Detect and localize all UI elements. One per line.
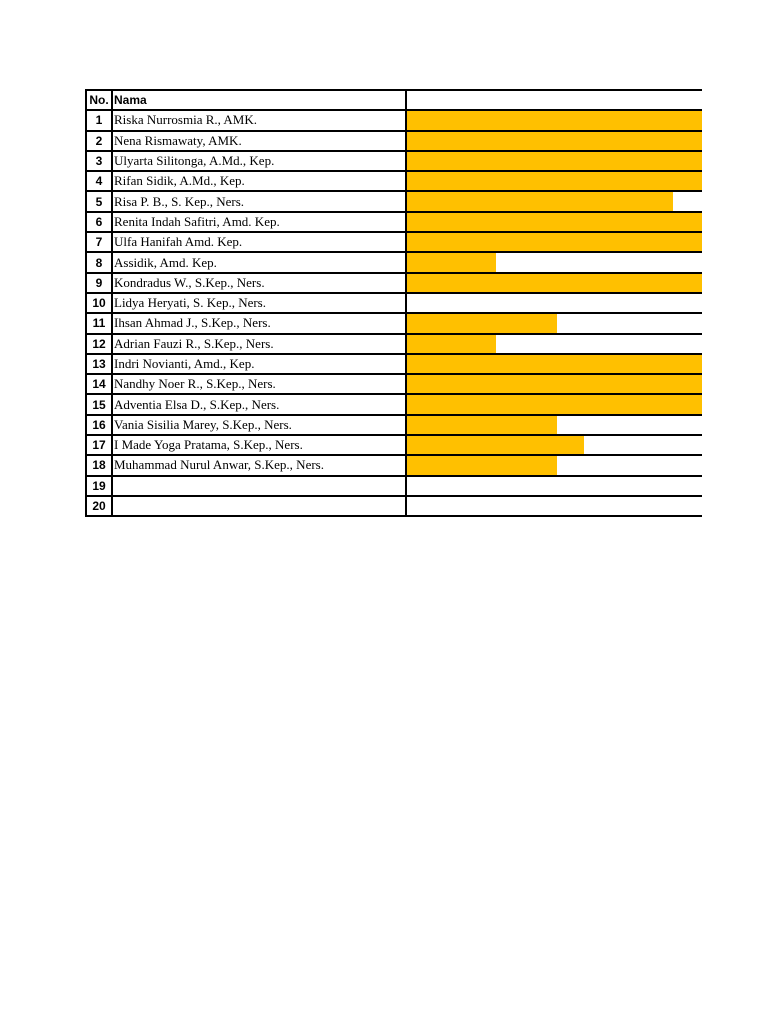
row-number-cell[interactable]: 11 bbox=[86, 313, 112, 333]
row-number-cell[interactable]: 7 bbox=[86, 232, 112, 252]
name-cell[interactable]: Nandhy Noer R., S.Kep., Ners. bbox=[112, 374, 406, 394]
name-cell[interactable]: Indri Novianti, Amd., Kep. bbox=[112, 354, 406, 374]
name-cell[interactable]: Riska Nurrosmia R., AMK. bbox=[112, 110, 406, 130]
progress-cell[interactable] bbox=[406, 273, 702, 293]
progress-cell[interactable] bbox=[406, 171, 702, 191]
row-number-cell[interactable]: 10 bbox=[86, 293, 112, 313]
table-row bbox=[86, 354, 702, 374]
table-row bbox=[86, 151, 702, 171]
progress-bar-fill bbox=[407, 152, 702, 170]
header-row bbox=[86, 90, 702, 110]
row-number-cell[interactable]: 1 bbox=[86, 110, 112, 130]
row-number-cell[interactable]: 14 bbox=[86, 374, 112, 394]
row-number-cell[interactable]: 3 bbox=[86, 151, 112, 171]
table-row bbox=[86, 273, 702, 293]
staff-progress-table bbox=[85, 89, 702, 517]
progress-cell[interactable] bbox=[406, 435, 702, 455]
progress-cell[interactable] bbox=[406, 455, 702, 475]
table-row bbox=[86, 415, 702, 435]
table-row bbox=[86, 334, 702, 354]
progress-bar-fill bbox=[407, 456, 557, 474]
progress-bar-fill bbox=[407, 132, 702, 150]
name-cell[interactable]: Muhammad Nurul Anwar, S.Kep., Ners. bbox=[112, 455, 406, 475]
name-cell[interactable]: Lidya Heryati, S. Kep., Ners. bbox=[112, 293, 406, 313]
header-no[interactable]: No. bbox=[86, 90, 112, 110]
name-cell[interactable]: Ulyarta Silitonga, A.Md., Kep. bbox=[112, 151, 406, 171]
progress-bar-fill bbox=[407, 274, 702, 292]
table-row bbox=[86, 313, 702, 333]
progress-bar-fill bbox=[407, 213, 702, 231]
table-row bbox=[86, 374, 702, 394]
name-cell[interactable]: Nena Rismawaty, AMK. bbox=[112, 131, 406, 151]
table-row bbox=[86, 476, 702, 496]
table-row bbox=[86, 435, 702, 455]
progress-bar-fill bbox=[407, 375, 702, 393]
progress-bar-fill bbox=[407, 192, 673, 210]
progress-bar-fill bbox=[407, 436, 584, 454]
name-cell[interactable]: Kondradus W., S.Kep., Ners. bbox=[112, 273, 406, 293]
name-cell[interactable]: Adrian Fauzi R., S.Kep., Ners. bbox=[112, 334, 406, 354]
row-number-cell[interactable]: 6 bbox=[86, 212, 112, 232]
table-row bbox=[86, 496, 702, 516]
progress-bar-fill bbox=[407, 335, 496, 353]
progress-bar-fill bbox=[407, 355, 702, 373]
spreadsheet bbox=[85, 89, 701, 517]
row-number-cell[interactable]: 2 bbox=[86, 131, 112, 151]
table-row bbox=[86, 394, 702, 414]
progress-cell[interactable] bbox=[406, 476, 702, 496]
name-cell[interactable]: Adventia Elsa D., S.Kep., Ners. bbox=[112, 394, 406, 414]
name-cell[interactable]: Renita Indah Safitri, Amd. Kep. bbox=[112, 212, 406, 232]
progress-bar-fill bbox=[407, 253, 496, 271]
progress-cell[interactable] bbox=[406, 354, 702, 374]
name-cell[interactable]: Rifan Sidik, A.Md., Kep. bbox=[112, 171, 406, 191]
table-row bbox=[86, 110, 702, 130]
progress-bar-fill bbox=[407, 172, 702, 190]
row-number-cell[interactable]: 19 bbox=[86, 476, 112, 496]
row-number-cell[interactable]: 9 bbox=[86, 273, 112, 293]
progress-cell[interactable] bbox=[406, 191, 702, 211]
row-number-cell[interactable]: 8 bbox=[86, 252, 112, 272]
name-cell[interactable]: Vania Sisilia Marey, S.Kep., Ners. bbox=[112, 415, 406, 435]
progress-cell[interactable] bbox=[406, 334, 702, 354]
table-row bbox=[86, 455, 702, 475]
progress-bar-fill bbox=[407, 395, 702, 413]
name-cell[interactable]: Risa P. B., S. Kep., Ners. bbox=[112, 191, 406, 211]
row-number-cell[interactable]: 12 bbox=[86, 334, 112, 354]
header-progress[interactable] bbox=[406, 90, 702, 110]
name-cell[interactable] bbox=[112, 476, 406, 496]
table-row bbox=[86, 171, 702, 191]
table-row bbox=[86, 131, 702, 151]
progress-cell[interactable] bbox=[406, 151, 702, 171]
name-cell[interactable]: Ihsan Ahmad J., S.Kep., Ners. bbox=[112, 313, 406, 333]
name-cell[interactable]: Assidik, Amd. Kep. bbox=[112, 252, 406, 272]
header-name[interactable]: Nama bbox=[112, 90, 406, 110]
progress-cell[interactable] bbox=[406, 313, 702, 333]
progress-cell[interactable] bbox=[406, 131, 702, 151]
row-number-cell[interactable]: 16 bbox=[86, 415, 112, 435]
row-number-cell[interactable]: 4 bbox=[86, 171, 112, 191]
progress-cell[interactable] bbox=[406, 252, 702, 272]
progress-cell[interactable] bbox=[406, 110, 702, 130]
progress-cell[interactable] bbox=[406, 212, 702, 232]
table-row bbox=[86, 293, 702, 313]
row-number-cell[interactable]: 5 bbox=[86, 191, 112, 211]
progress-bar-fill bbox=[407, 416, 557, 434]
progress-cell[interactable] bbox=[406, 415, 702, 435]
progress-cell[interactable] bbox=[406, 496, 702, 516]
progress-bar-fill bbox=[407, 314, 557, 332]
table-row bbox=[86, 212, 702, 232]
table-row bbox=[86, 191, 702, 211]
name-cell[interactable]: I Made Yoga Pratama, S.Kep., Ners. bbox=[112, 435, 406, 455]
row-number-cell[interactable]: 18 bbox=[86, 455, 112, 475]
progress-bar-fill bbox=[407, 111, 702, 129]
row-number-cell[interactable]: 17 bbox=[86, 435, 112, 455]
progress-cell[interactable] bbox=[406, 394, 702, 414]
name-cell[interactable] bbox=[112, 496, 406, 516]
progress-cell[interactable] bbox=[406, 232, 702, 252]
progress-bar-fill bbox=[407, 233, 702, 251]
progress-cell[interactable] bbox=[406, 293, 702, 313]
name-cell[interactable]: Ulfa Hanifah Amd. Kep. bbox=[112, 232, 406, 252]
table-row bbox=[86, 232, 702, 252]
row-number-cell[interactable]: 20 bbox=[86, 496, 112, 516]
row-number-cell[interactable]: 15 bbox=[86, 394, 112, 414]
row-number-cell[interactable]: 13 bbox=[86, 354, 112, 374]
table-row bbox=[86, 252, 702, 272]
progress-cell[interactable] bbox=[406, 374, 702, 394]
